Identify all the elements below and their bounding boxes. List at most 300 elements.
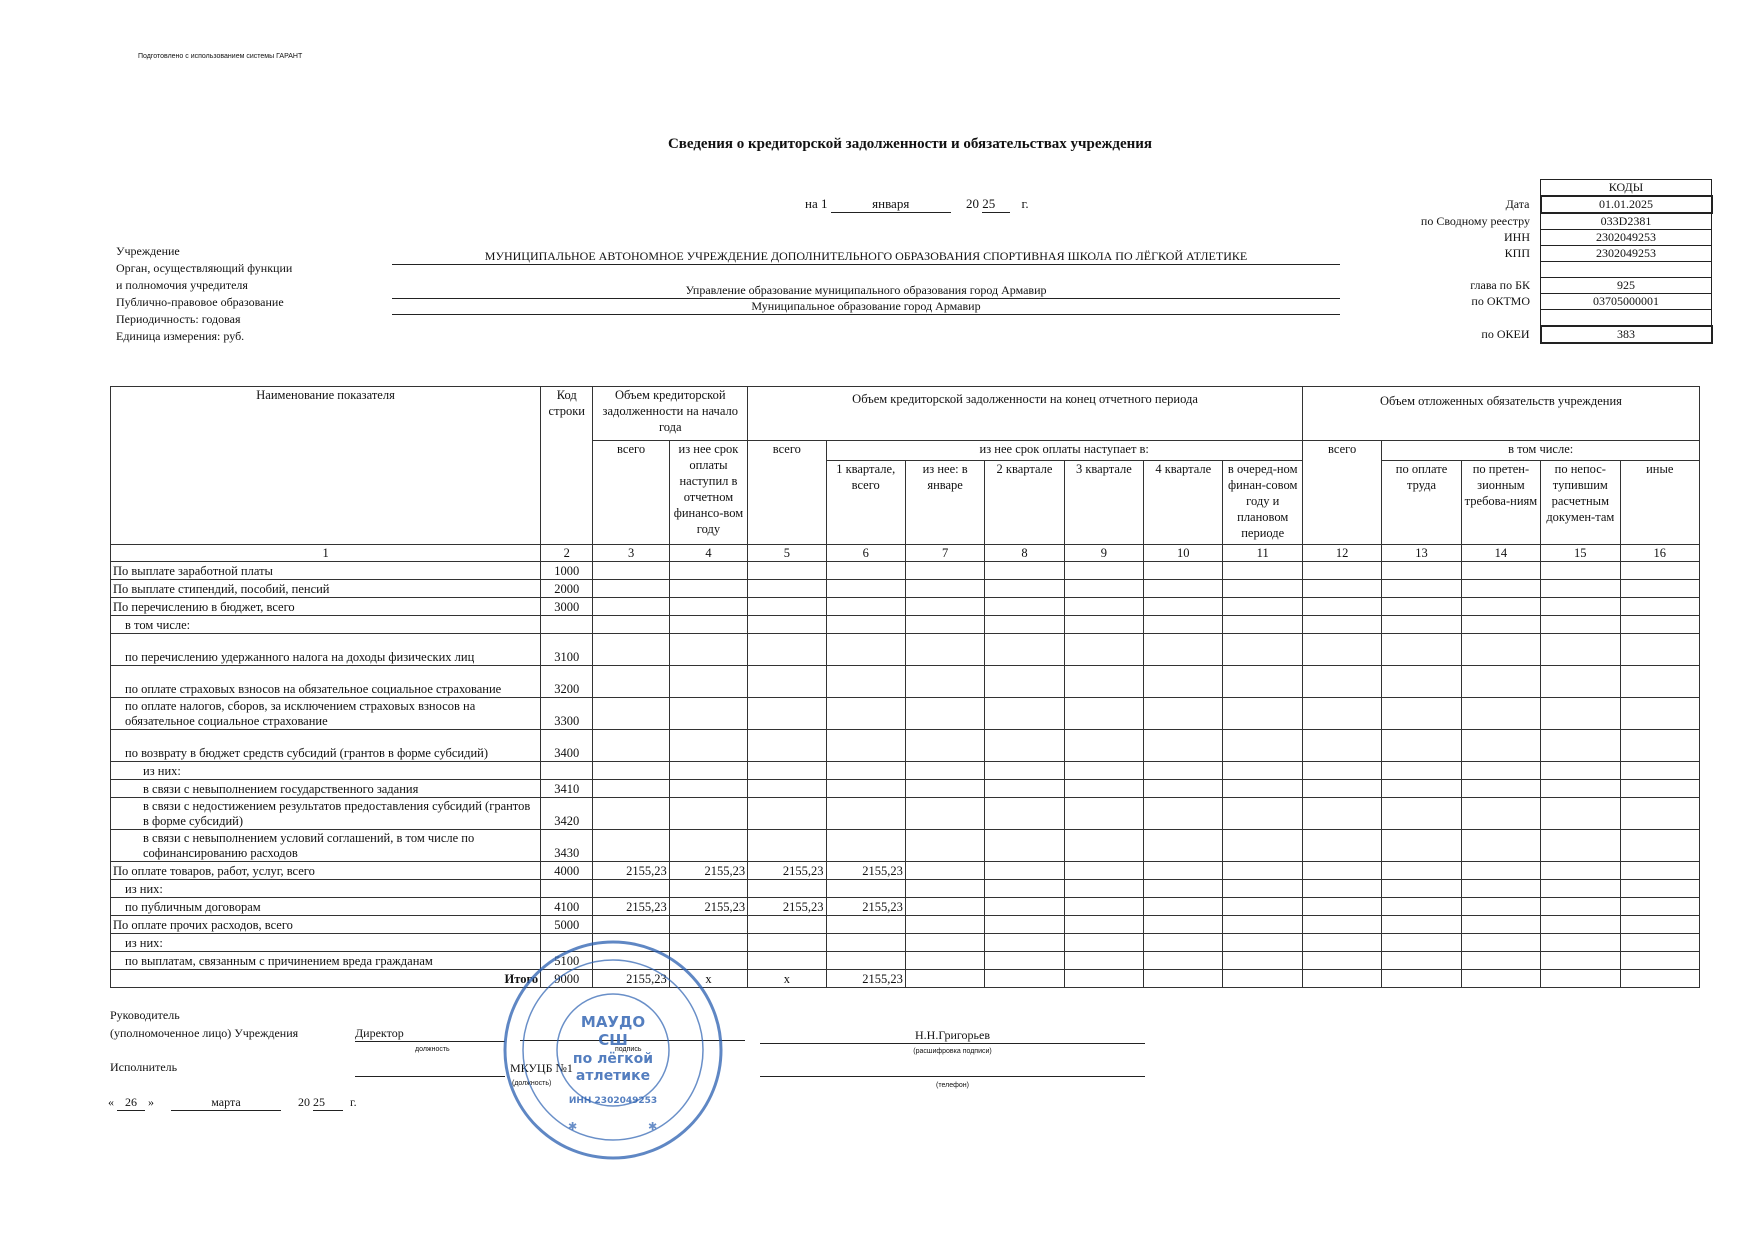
value-cell bbox=[593, 798, 669, 830]
row-name: по возврату в бюджет средств субсидий (грантов в форме субсидий) bbox=[111, 730, 541, 762]
value-cell bbox=[1620, 616, 1700, 634]
svg-text:✱: ✱ bbox=[648, 1121, 658, 1133]
table-row bbox=[111, 666, 1700, 698]
value-cell bbox=[1461, 780, 1540, 798]
institution-value: МУНИЦИПАЛЬНОЕ АВТОНОМНОЕ УЧРЕЖДЕНИЕ ДОПОЛНИТЕЛЬНОГО ОБРАЗОВАНИЯ СПОРТИВНАЯ ШКОЛА ПО ЛЁГКОЙ АТЛЕТИКЕ bbox=[392, 249, 1340, 265]
code-value-okei: 383 bbox=[1541, 326, 1712, 343]
value-cell bbox=[1144, 698, 1223, 730]
h-q4: 4 квартале bbox=[1144, 461, 1223, 545]
value-cell bbox=[748, 830, 826, 862]
h-begin-total: всего bbox=[593, 441, 669, 545]
executor-position: МКУЦБ №1 bbox=[510, 1061, 573, 1075]
row-name: По выплате заработной платы bbox=[111, 562, 541, 580]
value-cell bbox=[1620, 916, 1700, 934]
date-suffix: г. bbox=[1021, 196, 1029, 211]
value-cell bbox=[826, 934, 905, 952]
value-cell bbox=[1223, 598, 1302, 616]
row-name: из них: bbox=[111, 934, 541, 952]
value-cell bbox=[905, 616, 984, 634]
value-cell bbox=[1302, 666, 1381, 698]
row-code: 4100 bbox=[541, 898, 593, 916]
value-cell bbox=[1382, 898, 1461, 916]
value-cell bbox=[1144, 780, 1223, 798]
value-cell bbox=[1064, 616, 1143, 634]
value-cell bbox=[1382, 598, 1461, 616]
value-cell bbox=[905, 970, 984, 988]
column-number: 1 bbox=[111, 545, 541, 562]
value-cell: x bbox=[669, 970, 747, 988]
value-cell bbox=[1541, 916, 1620, 934]
value-cell bbox=[748, 598, 826, 616]
value-cell bbox=[1461, 952, 1540, 970]
value-cell bbox=[1541, 830, 1620, 862]
code-label-oktmo: по ОКТМО bbox=[1471, 294, 1530, 308]
value-cell bbox=[748, 952, 826, 970]
stamp-line-3: по лёгкой bbox=[572, 1051, 654, 1067]
table-row bbox=[111, 798, 1700, 830]
stamp-inn: ИНН 2302049253 bbox=[568, 1096, 658, 1106]
column-number: 3 bbox=[593, 545, 669, 562]
value-cell bbox=[1620, 830, 1700, 862]
founder-label-1: Орган, осуществляющий функции bbox=[116, 261, 293, 275]
h-end: Объем кредиторской задолженности на конец отчетного периода bbox=[748, 387, 1303, 441]
value-cell bbox=[1382, 666, 1461, 698]
value-cell bbox=[1382, 798, 1461, 830]
value-cell bbox=[1223, 798, 1302, 830]
value-cell bbox=[748, 562, 826, 580]
value-cell bbox=[1144, 934, 1223, 952]
stamp-line-2: СШ bbox=[598, 1031, 628, 1049]
value-cell bbox=[826, 616, 905, 634]
column-number: 7 bbox=[905, 545, 984, 562]
value-cell bbox=[1620, 634, 1700, 666]
value-cell bbox=[985, 762, 1064, 780]
value-cell bbox=[1302, 580, 1381, 598]
value-cell: 2155,23 bbox=[593, 898, 669, 916]
value-cell bbox=[1382, 934, 1461, 952]
value-cell bbox=[593, 830, 669, 862]
value-cell bbox=[826, 730, 905, 762]
value-cell bbox=[1064, 862, 1143, 880]
value-cell bbox=[826, 830, 905, 862]
garant-note: Подготовлено с использованием системы ГАРАНТ bbox=[138, 53, 303, 60]
value-cell bbox=[985, 666, 1064, 698]
value-cell bbox=[985, 898, 1064, 916]
value-cell bbox=[1461, 730, 1540, 762]
value-cell bbox=[1382, 862, 1461, 880]
value-cell bbox=[748, 580, 826, 598]
table-row bbox=[111, 916, 1700, 934]
h-end-total: всего bbox=[748, 441, 826, 545]
sign-date-year: 25 bbox=[313, 1095, 343, 1111]
row-code bbox=[541, 616, 593, 634]
value-cell bbox=[1382, 830, 1461, 862]
table-row bbox=[111, 616, 1700, 634]
value-cell bbox=[1620, 598, 1700, 616]
value-cell bbox=[905, 934, 984, 952]
value-cell bbox=[1461, 666, 1540, 698]
value-cell bbox=[826, 916, 905, 934]
value-cell bbox=[1064, 698, 1143, 730]
code-value-oktmo: 03705000001 bbox=[1541, 294, 1712, 310]
value-cell bbox=[1541, 898, 1620, 916]
value-cell bbox=[1302, 934, 1381, 952]
value-cell bbox=[669, 880, 747, 898]
value-cell bbox=[669, 830, 747, 862]
phone-caption: (телефон) bbox=[936, 1082, 969, 1089]
value-cell bbox=[826, 952, 905, 970]
date-prefix: на 1 bbox=[805, 196, 828, 211]
code-value-bk: 925 bbox=[1541, 278, 1712, 294]
value-cell bbox=[1541, 562, 1620, 580]
value-cell bbox=[1461, 762, 1540, 780]
value-cell bbox=[1144, 598, 1223, 616]
value-cell bbox=[593, 634, 669, 666]
row-code: 2000 bbox=[541, 580, 593, 598]
value-cell bbox=[1223, 934, 1302, 952]
column-number: 6 bbox=[826, 545, 905, 562]
value-cell bbox=[1223, 830, 1302, 862]
h-claims: по претен-зионным требова-ниям bbox=[1461, 461, 1540, 545]
row-code: 9000 bbox=[541, 970, 593, 988]
value-cell bbox=[748, 616, 826, 634]
value-cell bbox=[985, 830, 1064, 862]
value-cell: 2155,23 bbox=[826, 862, 905, 880]
value-cell bbox=[1064, 762, 1143, 780]
row-name: По выплате стипендий, пособий, пенсий bbox=[111, 580, 541, 598]
head-label-2: (уполномоченное лицо) Учреждения bbox=[110, 1026, 299, 1040]
code-label-registry: по Сводному реестру bbox=[1420, 213, 1530, 228]
value-cell bbox=[748, 698, 826, 730]
row-name: По оплате прочих расходов, всего bbox=[111, 916, 541, 934]
row-code: 5000 bbox=[541, 916, 593, 934]
value-cell bbox=[1223, 616, 1302, 634]
row-code bbox=[541, 880, 593, 898]
h-q1: 1 квартале, всего bbox=[826, 461, 905, 545]
value-cell bbox=[593, 562, 669, 580]
h-q3: 3 квартале bbox=[1064, 461, 1143, 545]
value-cell bbox=[826, 798, 905, 830]
value-cell bbox=[1620, 934, 1700, 952]
value-cell bbox=[1144, 970, 1223, 988]
value-cell bbox=[1144, 952, 1223, 970]
value-cell bbox=[1064, 798, 1143, 830]
value-cell bbox=[905, 634, 984, 666]
value-cell bbox=[593, 762, 669, 780]
value-cell bbox=[905, 880, 984, 898]
value-cell: 2155,23 bbox=[593, 862, 669, 880]
value-cell bbox=[748, 730, 826, 762]
value-cell bbox=[1382, 916, 1461, 934]
date-line bbox=[805, 196, 1029, 213]
h-name: Наименование показателя bbox=[111, 387, 541, 545]
column-number: 12 bbox=[1302, 545, 1381, 562]
value-cell bbox=[748, 634, 826, 666]
value-cell bbox=[1064, 952, 1143, 970]
institution-label: Учреждение bbox=[116, 244, 180, 258]
value-cell bbox=[1064, 634, 1143, 666]
column-number: 4 bbox=[669, 545, 747, 562]
row-code: 5100 bbox=[541, 952, 593, 970]
h-jan: из нее: в январе bbox=[905, 461, 984, 545]
value-cell bbox=[593, 780, 669, 798]
value-cell bbox=[1541, 970, 1620, 988]
value-cell bbox=[593, 934, 669, 952]
value-cell bbox=[1461, 634, 1540, 666]
value-cell bbox=[1223, 780, 1302, 798]
founder-label-2: и полномочия учредителя bbox=[116, 278, 248, 292]
value-cell bbox=[1620, 698, 1700, 730]
value-cell bbox=[1461, 880, 1540, 898]
row-name: в том числе: bbox=[111, 616, 541, 634]
value-cell bbox=[669, 780, 747, 798]
table-row bbox=[111, 580, 1700, 598]
value-cell bbox=[1064, 598, 1143, 616]
sign-date-close: » bbox=[148, 1095, 154, 1109]
sign-date bbox=[108, 1095, 357, 1111]
value-cell bbox=[1541, 798, 1620, 830]
value-cell bbox=[1382, 562, 1461, 580]
stamp-line-1: МАУДО bbox=[580, 1013, 646, 1031]
sign-date-day: 26 bbox=[117, 1095, 145, 1111]
value-cell bbox=[1064, 780, 1143, 798]
value-cell bbox=[1302, 730, 1381, 762]
value-cell: 2155,23 bbox=[669, 898, 747, 916]
value-cell bbox=[985, 916, 1064, 934]
row-code bbox=[541, 934, 593, 952]
code-blank-2 bbox=[1541, 310, 1712, 327]
value-cell bbox=[1223, 730, 1302, 762]
value-cell bbox=[1620, 798, 1700, 830]
value-cell bbox=[905, 666, 984, 698]
row-code: 3300 bbox=[541, 698, 593, 730]
value-cell bbox=[1302, 862, 1381, 880]
executor-label: Исполнитель bbox=[110, 1060, 178, 1074]
value-cell bbox=[1302, 598, 1381, 616]
executor-line bbox=[355, 1076, 505, 1077]
total-label: Итого bbox=[111, 970, 541, 988]
value-cell bbox=[593, 730, 669, 762]
value-cell bbox=[985, 970, 1064, 988]
value-cell bbox=[1461, 934, 1540, 952]
column-number: 9 bbox=[1064, 545, 1143, 562]
value-cell bbox=[1382, 616, 1461, 634]
value-cell bbox=[1144, 730, 1223, 762]
value-cell bbox=[985, 598, 1064, 616]
value-cell bbox=[669, 634, 747, 666]
value-cell bbox=[1144, 634, 1223, 666]
code-label-bk: глава по БК bbox=[1470, 278, 1530, 292]
value-cell bbox=[1144, 666, 1223, 698]
value-cell bbox=[1144, 762, 1223, 780]
value-cell bbox=[1620, 970, 1700, 988]
code-value-inn: 2302049253 bbox=[1541, 230, 1712, 246]
value-cell bbox=[1302, 616, 1381, 634]
head-name: Н.Н.Григорьев bbox=[760, 1028, 1145, 1044]
row-code: 4000 bbox=[541, 862, 593, 880]
value-cell bbox=[669, 698, 747, 730]
value-cell bbox=[985, 798, 1064, 830]
value-cell bbox=[748, 916, 826, 934]
value-cell bbox=[985, 780, 1064, 798]
value-cell bbox=[1620, 580, 1700, 598]
value-cell bbox=[1541, 666, 1620, 698]
value-cell bbox=[593, 598, 669, 616]
value-cell bbox=[1064, 934, 1143, 952]
value-cell bbox=[1144, 798, 1223, 830]
value-cell bbox=[1302, 952, 1381, 970]
value-cell bbox=[1064, 562, 1143, 580]
value-cell bbox=[1223, 952, 1302, 970]
value-cell bbox=[1541, 952, 1620, 970]
h-begin: Объем кредиторской задолженности на начало года bbox=[593, 387, 748, 441]
value-cell bbox=[593, 916, 669, 934]
table-row bbox=[111, 880, 1700, 898]
value-cell bbox=[669, 730, 747, 762]
executor-position-caption: (должность) bbox=[512, 1080, 552, 1087]
value-cell bbox=[905, 916, 984, 934]
value-cell bbox=[1541, 616, 1620, 634]
value-cell bbox=[1302, 698, 1381, 730]
value-cell bbox=[1144, 898, 1223, 916]
value-cell bbox=[1461, 898, 1540, 916]
table-row bbox=[111, 730, 1700, 762]
value-cell bbox=[1064, 666, 1143, 698]
value-cell bbox=[1541, 634, 1620, 666]
value-cell bbox=[748, 780, 826, 798]
value-cell bbox=[1144, 830, 1223, 862]
sign-date-year-prefix: 20 bbox=[298, 1095, 310, 1109]
value-cell bbox=[1144, 862, 1223, 880]
table-row bbox=[111, 562, 1700, 580]
value-cell bbox=[1461, 598, 1540, 616]
value-cell bbox=[1382, 730, 1461, 762]
value-cell bbox=[1541, 780, 1620, 798]
h-end-due: из нее срок оплаты наступает в: bbox=[826, 441, 1302, 461]
value-cell bbox=[985, 952, 1064, 970]
value-cell bbox=[1461, 916, 1540, 934]
code-label-okei: по ОКЕИ bbox=[1481, 327, 1530, 341]
head-sign-caption: подпись bbox=[615, 1046, 642, 1053]
table-row bbox=[111, 698, 1700, 730]
row-name: в связи с недостижением результатов предоставления субсидий (грантов в форме субсидий) bbox=[111, 798, 541, 830]
row-name: по публичным договорам bbox=[111, 898, 541, 916]
table-row bbox=[111, 830, 1700, 862]
value-cell bbox=[1223, 634, 1302, 666]
h-next: в очеред-ном финан-совом году и плановом периоде bbox=[1223, 461, 1302, 545]
value-cell bbox=[826, 780, 905, 798]
value-cell: 2155,23 bbox=[593, 970, 669, 988]
code-value-date: 01.01.2025 bbox=[1541, 196, 1712, 213]
public-value: Муниципальное образование город Армавир bbox=[392, 299, 1340, 315]
value-cell bbox=[593, 698, 669, 730]
code-value-kpp: 2302049253 bbox=[1541, 246, 1712, 262]
value-cell bbox=[1302, 762, 1381, 780]
value-cell bbox=[748, 762, 826, 780]
head-position: Директор bbox=[355, 1026, 505, 1042]
value-cell bbox=[826, 580, 905, 598]
value-cell: 2155,23 bbox=[748, 862, 826, 880]
value-cell bbox=[669, 666, 747, 698]
value-cell bbox=[1461, 798, 1540, 830]
value-cell bbox=[1064, 970, 1143, 988]
value-cell bbox=[1223, 762, 1302, 780]
value-cell bbox=[1382, 698, 1461, 730]
value-cell bbox=[905, 562, 984, 580]
row-code: 3200 bbox=[541, 666, 593, 698]
h-begin-due: из нее срок оплаты наступил в отчетном финансо-вом году bbox=[669, 441, 747, 545]
value-cell bbox=[1620, 880, 1700, 898]
row-code: 3430 bbox=[541, 830, 593, 862]
row-name: по оплате страховых взносов на обязательное социальное страхование bbox=[111, 666, 541, 698]
stamp-line-4: атлетике bbox=[575, 1068, 651, 1084]
h-def-total: всего bbox=[1302, 441, 1381, 545]
table-row bbox=[111, 762, 1700, 780]
value-cell bbox=[1382, 880, 1461, 898]
value-cell bbox=[593, 666, 669, 698]
value-cell bbox=[1223, 898, 1302, 916]
payables-table bbox=[110, 386, 1700, 988]
value-cell bbox=[1302, 562, 1381, 580]
value-cell bbox=[1620, 762, 1700, 780]
value-cell bbox=[985, 698, 1064, 730]
value-cell bbox=[905, 580, 984, 598]
value-cell bbox=[1223, 880, 1302, 898]
value-cell bbox=[1541, 762, 1620, 780]
value-cell bbox=[1223, 580, 1302, 598]
table-body bbox=[111, 562, 1700, 988]
value-cell bbox=[985, 580, 1064, 598]
code-blank-1 bbox=[1541, 262, 1712, 278]
value-cell bbox=[1302, 634, 1381, 666]
row-name: в связи с невыполнением условий соглашений, в том числе по софинансированию расходов bbox=[111, 830, 541, 862]
value-cell bbox=[1302, 880, 1381, 898]
row-code: 3410 bbox=[541, 780, 593, 798]
value-cell bbox=[669, 616, 747, 634]
h-def-incl: в том числе: bbox=[1382, 441, 1700, 461]
value-cell bbox=[985, 880, 1064, 898]
value-cell bbox=[985, 862, 1064, 880]
codes-header: КОДЫ bbox=[1541, 180, 1712, 197]
value-cell bbox=[1461, 830, 1540, 862]
value-cell bbox=[985, 616, 1064, 634]
codes-block bbox=[1360, 179, 1713, 344]
value-cell bbox=[1064, 880, 1143, 898]
value-cell bbox=[1223, 698, 1302, 730]
value-cell bbox=[905, 730, 984, 762]
h-labor: по оплате труда bbox=[1382, 461, 1461, 545]
h-docs: по непос-тупившим расчетным докумен-там bbox=[1541, 461, 1620, 545]
value-cell bbox=[1064, 898, 1143, 916]
value-cell bbox=[905, 598, 984, 616]
column-number-row bbox=[111, 545, 1700, 562]
value-cell bbox=[1541, 698, 1620, 730]
date-year: 25 bbox=[982, 196, 1010, 213]
value-cell bbox=[1302, 916, 1381, 934]
value-cell: 2155,23 bbox=[669, 862, 747, 880]
table-row bbox=[111, 598, 1700, 616]
value-cell bbox=[905, 798, 984, 830]
value-cell bbox=[1302, 830, 1381, 862]
value-cell bbox=[1064, 580, 1143, 598]
value-cell: 2155,23 bbox=[748, 898, 826, 916]
value-cell bbox=[1461, 970, 1540, 988]
value-cell bbox=[1382, 952, 1461, 970]
value-cell bbox=[905, 830, 984, 862]
value-cell bbox=[1223, 970, 1302, 988]
periodicity: Периодичность: годовая bbox=[116, 312, 241, 326]
row-code: 3400 bbox=[541, 730, 593, 762]
